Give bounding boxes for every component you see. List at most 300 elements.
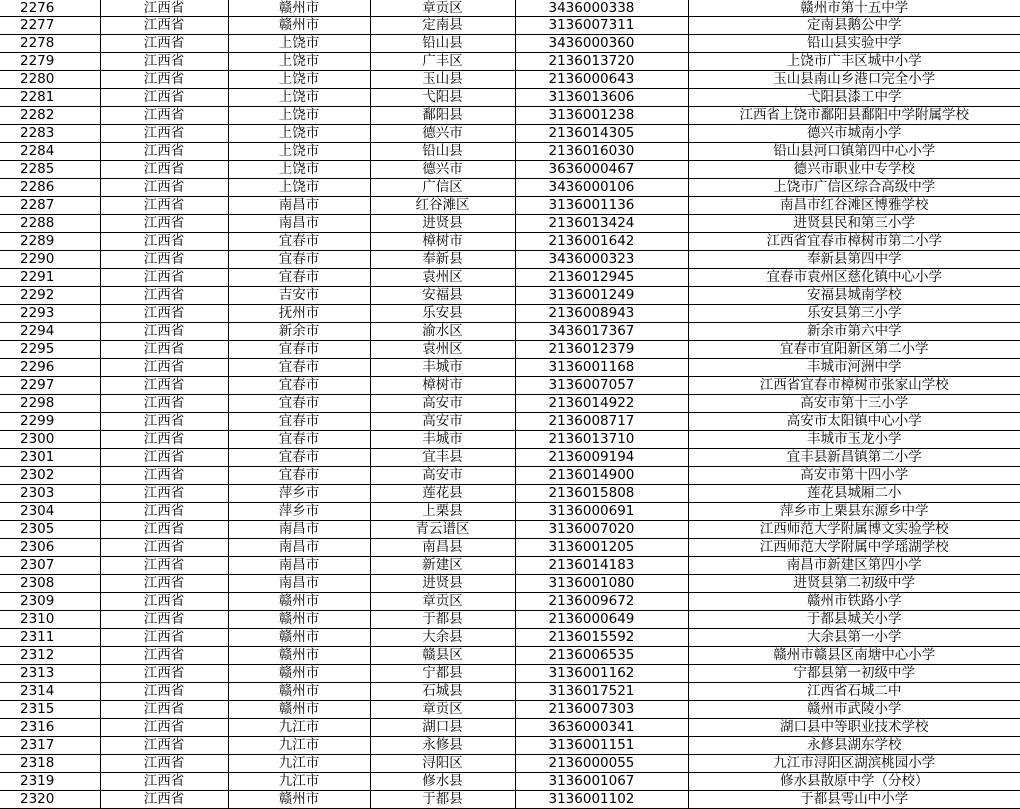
city-cell: 新余市 — [228, 323, 370, 341]
school-code-cell: 2136001642 — [515, 233, 688, 251]
table-row — [0, 287, 1020, 305]
district-cell: 高安市 — [370, 413, 515, 431]
school-name-cell: 于都县城关小学 — [688, 611, 1020, 629]
school-name-cell: 丰城市河洲中学 — [688, 359, 1020, 377]
school-code-cell: 2136014922 — [515, 395, 688, 413]
city-cell: 赣州市 — [228, 665, 370, 683]
school-code-cell: 3136013606 — [515, 89, 688, 107]
table-row — [0, 719, 1020, 737]
school-name-cell: 江西省宜春市樟树市第二小学 — [688, 233, 1020, 251]
table-row — [0, 125, 1020, 143]
province-cell: 江西省 — [100, 611, 228, 629]
school-code-cell: 3136017521 — [515, 683, 688, 701]
school-name-cell: 赣州市赣县区南塘中心小学 — [688, 647, 1020, 665]
school-name-cell: 莲花县城厢二小 — [688, 485, 1020, 503]
district-cell: 乐安县 — [370, 305, 515, 323]
school-name-cell: 江西省上饶市鄱阳县鄱阳中学附属学校 — [688, 107, 1020, 125]
row-number: 2296 — [0, 359, 100, 377]
school-code-cell: 2136013720 — [515, 53, 688, 71]
school-name-cell: 高安市第十三小学 — [688, 395, 1020, 413]
school-code-cell: 3136001162 — [515, 665, 688, 683]
province-cell: 江西省 — [100, 143, 228, 161]
school-code-cell: 2136014183 — [515, 557, 688, 575]
school-code-cell: 2136015592 — [515, 629, 688, 647]
school-name-cell: 高安市第十四小学 — [688, 467, 1020, 485]
province-cell: 江西省 — [100, 557, 228, 575]
school-name-cell: 玉山县南山乡港口完全小学 — [688, 71, 1020, 89]
district-cell: 奉新县 — [370, 251, 515, 269]
row-number: 2284 — [0, 143, 100, 161]
table-row — [0, 791, 1020, 809]
school-name-cell: 宜丰县新昌镇第二小学 — [688, 449, 1020, 467]
city-cell: 宜春市 — [228, 251, 370, 269]
city-cell: 赣州市 — [228, 701, 370, 719]
province-cell: 江西省 — [100, 17, 228, 35]
table-row — [0, 35, 1020, 53]
row-number: 2320 — [0, 791, 100, 809]
school-name-cell: 江西师范大学附属博文实验学校 — [688, 521, 1020, 539]
row-number: 2305 — [0, 521, 100, 539]
row-number: 2295 — [0, 341, 100, 359]
school-name-cell: 赣州市第十五中学 — [688, 0, 1020, 17]
table-row — [0, 431, 1020, 449]
row-number: 2283 — [0, 125, 100, 143]
school-code-cell: 2136000055 — [515, 755, 688, 773]
school-code-cell: 3436017367 — [515, 323, 688, 341]
table-row — [0, 323, 1020, 341]
city-cell: 宜春市 — [228, 413, 370, 431]
table-row — [0, 503, 1020, 521]
school-name-cell: 铅山县河口镇第四中心小学 — [688, 143, 1020, 161]
province-cell: 江西省 — [100, 251, 228, 269]
city-cell: 上饶市 — [228, 35, 370, 53]
row-number: 2301 — [0, 449, 100, 467]
district-cell: 新建区 — [370, 557, 515, 575]
row-number: 2304 — [0, 503, 100, 521]
table-row — [0, 143, 1020, 161]
district-cell: 莲花县 — [370, 485, 515, 503]
row-number: 2302 — [0, 467, 100, 485]
city-cell: 南昌市 — [228, 539, 370, 557]
province-cell: 江西省 — [100, 269, 228, 287]
row-number: 2289 — [0, 233, 100, 251]
district-cell: 大余县 — [370, 629, 515, 647]
row-number: 2285 — [0, 161, 100, 179]
table-row — [0, 773, 1020, 791]
district-cell: 丰城市 — [370, 359, 515, 377]
row-number: 2279 — [0, 53, 100, 71]
province-cell: 江西省 — [100, 755, 228, 773]
row-number: 2280 — [0, 71, 100, 89]
district-cell: 玉山县 — [370, 71, 515, 89]
school-code-cell: 3436000360 — [515, 35, 688, 53]
school-code-cell: 2136009194 — [515, 449, 688, 467]
row-number: 2297 — [0, 377, 100, 395]
province-cell: 江西省 — [100, 467, 228, 485]
city-cell: 宜春市 — [228, 431, 370, 449]
school-code-cell: 2136000649 — [515, 611, 688, 629]
province-cell: 江西省 — [100, 233, 228, 251]
school-name-cell: 乐安县第三小学 — [688, 305, 1020, 323]
school-code-cell: 3136001067 — [515, 773, 688, 791]
city-cell: 赣州市 — [228, 629, 370, 647]
district-cell: 红谷滩区 — [370, 197, 515, 215]
district-cell: 广信区 — [370, 179, 515, 197]
school-name-cell: 高安市太阳镇中心小学 — [688, 413, 1020, 431]
school-name-cell: 江西省石城二中 — [688, 683, 1020, 701]
row-number: 2278 — [0, 35, 100, 53]
province-cell: 江西省 — [100, 575, 228, 593]
table-row — [0, 269, 1020, 287]
district-cell: 袁州区 — [370, 269, 515, 287]
city-cell: 宜春市 — [228, 359, 370, 377]
school-name-cell: 丰城市玉龙小学 — [688, 431, 1020, 449]
row-number: 2312 — [0, 647, 100, 665]
row-number: 2306 — [0, 539, 100, 557]
province-cell: 江西省 — [100, 485, 228, 503]
school-code-cell: 2136012945 — [515, 269, 688, 287]
row-number: 2287 — [0, 197, 100, 215]
district-cell: 于都县 — [370, 791, 515, 809]
city-cell: 萍乡市 — [228, 485, 370, 503]
school-code-cell: 2136014305 — [515, 125, 688, 143]
city-cell: 上饶市 — [228, 179, 370, 197]
district-cell: 樟树市 — [370, 233, 515, 251]
district-cell: 丰城市 — [370, 431, 515, 449]
school-code-cell: 2136013424 — [515, 215, 688, 233]
row-number: 2309 — [0, 593, 100, 611]
city-cell: 上饶市 — [228, 53, 370, 71]
school-code-cell: 3636000341 — [515, 719, 688, 737]
school-name-cell: 湖口县中等职业技术学校 — [688, 719, 1020, 737]
table-row — [0, 413, 1020, 431]
district-cell: 浔阳区 — [370, 755, 515, 773]
school-code-cell: 2136016030 — [515, 143, 688, 161]
school-code-cell: 3136000691 — [515, 503, 688, 521]
school-code-cell: 3136007020 — [515, 521, 688, 539]
district-cell: 宁都县 — [370, 665, 515, 683]
district-cell: 章贡区 — [370, 593, 515, 611]
province-cell: 江西省 — [100, 665, 228, 683]
province-cell: 江西省 — [100, 395, 228, 413]
row-number: 2311 — [0, 629, 100, 647]
city-cell: 南昌市 — [228, 197, 370, 215]
row-number: 2314 — [0, 683, 100, 701]
table-row — [0, 233, 1020, 251]
school-name-cell: 萍乡市上栗县东源乡中学 — [688, 503, 1020, 521]
school-code-cell: 3436000106 — [515, 179, 688, 197]
province-cell: 江西省 — [100, 89, 228, 107]
district-cell: 湖口县 — [370, 719, 515, 737]
province-cell: 江西省 — [100, 773, 228, 791]
row-number: 2316 — [0, 719, 100, 737]
province-cell: 江西省 — [100, 323, 228, 341]
row-number: 2318 — [0, 755, 100, 773]
province-cell: 江西省 — [100, 791, 228, 809]
city-cell: 九江市 — [228, 773, 370, 791]
district-cell: 南昌县 — [370, 539, 515, 557]
city-cell: 上饶市 — [228, 161, 370, 179]
school-name-cell: 德兴市职业中专学校 — [688, 161, 1020, 179]
province-cell: 江西省 — [100, 215, 228, 233]
province-cell: 江西省 — [100, 593, 228, 611]
province-cell: 江西省 — [100, 359, 228, 377]
table-row — [0, 215, 1020, 233]
district-cell: 鄱阳县 — [370, 107, 515, 125]
row-number: 2299 — [0, 413, 100, 431]
row-number: 2317 — [0, 737, 100, 755]
city-cell: 赣州市 — [228, 0, 370, 17]
table-row — [0, 467, 1020, 485]
province-cell: 江西省 — [100, 683, 228, 701]
school-name-cell: 修水县散原中学（分校） — [688, 773, 1020, 791]
table-row — [0, 89, 1020, 107]
province-cell: 江西省 — [100, 179, 228, 197]
district-cell: 赣县区 — [370, 647, 515, 665]
table-row — [0, 701, 1020, 719]
school-code-cell: 3136007057 — [515, 377, 688, 395]
school-code-cell: 3136001136 — [515, 197, 688, 215]
district-cell: 章贡区 — [370, 0, 515, 17]
row-number: 2282 — [0, 107, 100, 125]
row-number: 2298 — [0, 395, 100, 413]
table-row — [0, 737, 1020, 755]
district-cell: 樟树市 — [370, 377, 515, 395]
table-row — [0, 341, 1020, 359]
school-name-cell: 大余县第一小学 — [688, 629, 1020, 647]
table-row — [0, 377, 1020, 395]
province-cell: 江西省 — [100, 161, 228, 179]
table-row — [0, 593, 1020, 611]
province-cell: 江西省 — [100, 53, 228, 71]
row-number: 2308 — [0, 575, 100, 593]
city-cell: 九江市 — [228, 755, 370, 773]
school-code-cell: 2136000643 — [515, 71, 688, 89]
city-cell: 宜春市 — [228, 341, 370, 359]
table-row — [0, 179, 1020, 197]
table-row — [0, 71, 1020, 89]
school-name-cell: 江西省宜春市樟树市张家山学校 — [688, 377, 1020, 395]
row-number: 2293 — [0, 305, 100, 323]
district-cell: 广丰区 — [370, 53, 515, 71]
province-cell: 江西省 — [100, 305, 228, 323]
table-row — [0, 305, 1020, 323]
district-cell: 青云谱区 — [370, 521, 515, 539]
school-code-cell: 2136008717 — [515, 413, 688, 431]
school-name-cell: 弋阳县漆工中学 — [688, 89, 1020, 107]
school-name-cell: 宜春市袁州区慈化镇中心小学 — [688, 269, 1020, 287]
school-code-cell: 2136012379 — [515, 341, 688, 359]
school-name-cell: 德兴市城南小学 — [688, 125, 1020, 143]
city-cell: 南昌市 — [228, 521, 370, 539]
city-cell: 赣州市 — [228, 683, 370, 701]
district-cell: 进贤县 — [370, 575, 515, 593]
table-row — [0, 647, 1020, 665]
province-cell: 江西省 — [100, 737, 228, 755]
city-cell: 九江市 — [228, 737, 370, 755]
city-cell: 赣州市 — [228, 611, 370, 629]
table-row — [0, 449, 1020, 467]
row-number: 2310 — [0, 611, 100, 629]
table-row — [0, 521, 1020, 539]
district-cell: 铅山县 — [370, 35, 515, 53]
district-cell: 永修县 — [370, 737, 515, 755]
district-cell: 铅山县 — [370, 143, 515, 161]
city-cell: 上饶市 — [228, 89, 370, 107]
province-cell: 江西省 — [100, 539, 228, 557]
school-code-cell: 3136001168 — [515, 359, 688, 377]
city-cell: 赣州市 — [228, 17, 370, 35]
table-row — [0, 251, 1020, 269]
district-cell: 高安市 — [370, 467, 515, 485]
table-row — [0, 683, 1020, 701]
province-cell: 江西省 — [100, 449, 228, 467]
city-cell: 抚州市 — [228, 305, 370, 323]
row-number: 2277 — [0, 17, 100, 35]
school-name-cell: 进贤县民和第三小学 — [688, 215, 1020, 233]
table-row — [0, 665, 1020, 683]
school-name-cell: 赣州市铁路小学 — [688, 593, 1020, 611]
table-row — [0, 359, 1020, 377]
row-number: 2292 — [0, 287, 100, 305]
row-number: 2288 — [0, 215, 100, 233]
table-row — [0, 17, 1020, 35]
province-cell: 江西省 — [100, 701, 228, 719]
city-cell: 赣州市 — [228, 647, 370, 665]
district-cell: 安福县 — [370, 287, 515, 305]
city-cell: 南昌市 — [228, 575, 370, 593]
school-name-cell: 定南县鹅公中学 — [688, 17, 1020, 35]
school-name-cell: 进贤县第二初级中学 — [688, 575, 1020, 593]
city-cell: 宜春市 — [228, 269, 370, 287]
district-cell: 德兴市 — [370, 161, 515, 179]
city-cell: 宜春市 — [228, 449, 370, 467]
district-cell: 德兴市 — [370, 125, 515, 143]
school-code-cell: 3136007311 — [515, 17, 688, 35]
province-cell: 江西省 — [100, 107, 228, 125]
province-cell: 江西省 — [100, 125, 228, 143]
table-row — [0, 755, 1020, 773]
school-name-cell: 宜春市宜阳新区第二小学 — [688, 341, 1020, 359]
city-cell: 宜春市 — [228, 467, 370, 485]
province-cell: 江西省 — [100, 503, 228, 521]
table-row — [0, 107, 1020, 125]
table-row — [0, 557, 1020, 575]
school-name-cell: 江西师范大学附属中学瑶湖学校 — [688, 539, 1020, 557]
school-code-cell: 2136013710 — [515, 431, 688, 449]
school-name-cell: 赣州市武陵小学 — [688, 701, 1020, 719]
school-code-cell: 3136001238 — [515, 107, 688, 125]
school-code-cell: 3136001249 — [515, 287, 688, 305]
school-name-cell: 宁都县第一初级中学 — [688, 665, 1020, 683]
city-cell: 南昌市 — [228, 215, 370, 233]
school-code-cell: 2136015808 — [515, 485, 688, 503]
row-number: 2276 — [0, 0, 100, 17]
row-number: 2319 — [0, 773, 100, 791]
school-name-cell: 九江市浔阳区湖滨桃园小学 — [688, 755, 1020, 773]
province-cell: 江西省 — [100, 287, 228, 305]
table-row — [0, 539, 1020, 557]
school-code-cell: 3136001102 — [515, 791, 688, 809]
school-code-cell: 2136006535 — [515, 647, 688, 665]
row-number: 2315 — [0, 701, 100, 719]
city-cell: 上饶市 — [228, 143, 370, 161]
school-code-cell: 2136007303 — [515, 701, 688, 719]
school-code-cell: 3436000323 — [515, 251, 688, 269]
school-name-cell: 于都县雩山中小学 — [688, 791, 1020, 809]
table-row — [0, 575, 1020, 593]
city-cell: 赣州市 — [228, 593, 370, 611]
table-row — [0, 485, 1020, 503]
school-name-cell: 永修县湖东学校 — [688, 737, 1020, 755]
city-cell: 上饶市 — [228, 71, 370, 89]
table-row — [0, 0, 1020, 17]
city-cell: 南昌市 — [228, 557, 370, 575]
row-number: 2294 — [0, 323, 100, 341]
province-cell: 江西省 — [100, 35, 228, 53]
row-number: 2290 — [0, 251, 100, 269]
school-name-cell: 新余市第六中学 — [688, 323, 1020, 341]
table-row — [0, 197, 1020, 215]
province-cell: 江西省 — [100, 413, 228, 431]
row-number: 2303 — [0, 485, 100, 503]
school-name-cell: 上饶市广丰区城中小学 — [688, 53, 1020, 71]
district-cell: 弋阳县 — [370, 89, 515, 107]
district-cell: 定南县 — [370, 17, 515, 35]
table-row — [0, 629, 1020, 647]
table-row — [0, 395, 1020, 413]
district-cell: 进贤县 — [370, 215, 515, 233]
district-cell: 修水县 — [370, 773, 515, 791]
district-cell: 上栗县 — [370, 503, 515, 521]
city-cell: 萍乡市 — [228, 503, 370, 521]
district-cell: 章贡区 — [370, 701, 515, 719]
city-cell: 赣州市 — [228, 791, 370, 809]
province-cell: 江西省 — [100, 71, 228, 89]
row-number: 2300 — [0, 431, 100, 449]
school-code-cell: 3136001151 — [515, 737, 688, 755]
school-code-cell: 2136008943 — [515, 305, 688, 323]
school-name-cell: 上饶市广信区综合高级中学 — [688, 179, 1020, 197]
city-cell: 上饶市 — [228, 125, 370, 143]
row-number: 2281 — [0, 89, 100, 107]
row-number: 2286 — [0, 179, 100, 197]
province-cell: 江西省 — [100, 431, 228, 449]
table-row — [0, 161, 1020, 179]
province-cell: 江西省 — [100, 719, 228, 737]
school-code-cell: 3436000338 — [515, 0, 688, 17]
school-name-cell: 铅山县实验中学 — [688, 35, 1020, 53]
city-cell: 上饶市 — [228, 107, 370, 125]
city-cell: 吉安市 — [228, 287, 370, 305]
row-number: 2291 — [0, 269, 100, 287]
school-code-cell: 2136009672 — [515, 593, 688, 611]
school-name-cell: 安福县城南学校 — [688, 287, 1020, 305]
school-code-cell: 3636000467 — [515, 161, 688, 179]
school-name-cell: 南昌市红谷滩区博雅学校 — [688, 197, 1020, 215]
school-code-cell: 3136001205 — [515, 539, 688, 557]
district-cell: 高安市 — [370, 395, 515, 413]
row-number: 2307 — [0, 557, 100, 575]
city-cell: 宜春市 — [228, 395, 370, 413]
row-number: 2313 — [0, 665, 100, 683]
school-code-cell: 2136014900 — [515, 467, 688, 485]
province-cell: 江西省 — [100, 197, 228, 215]
province-cell: 江西省 — [100, 377, 228, 395]
province-cell: 江西省 — [100, 521, 228, 539]
district-cell: 石城县 — [370, 683, 515, 701]
table-row — [0, 611, 1020, 629]
